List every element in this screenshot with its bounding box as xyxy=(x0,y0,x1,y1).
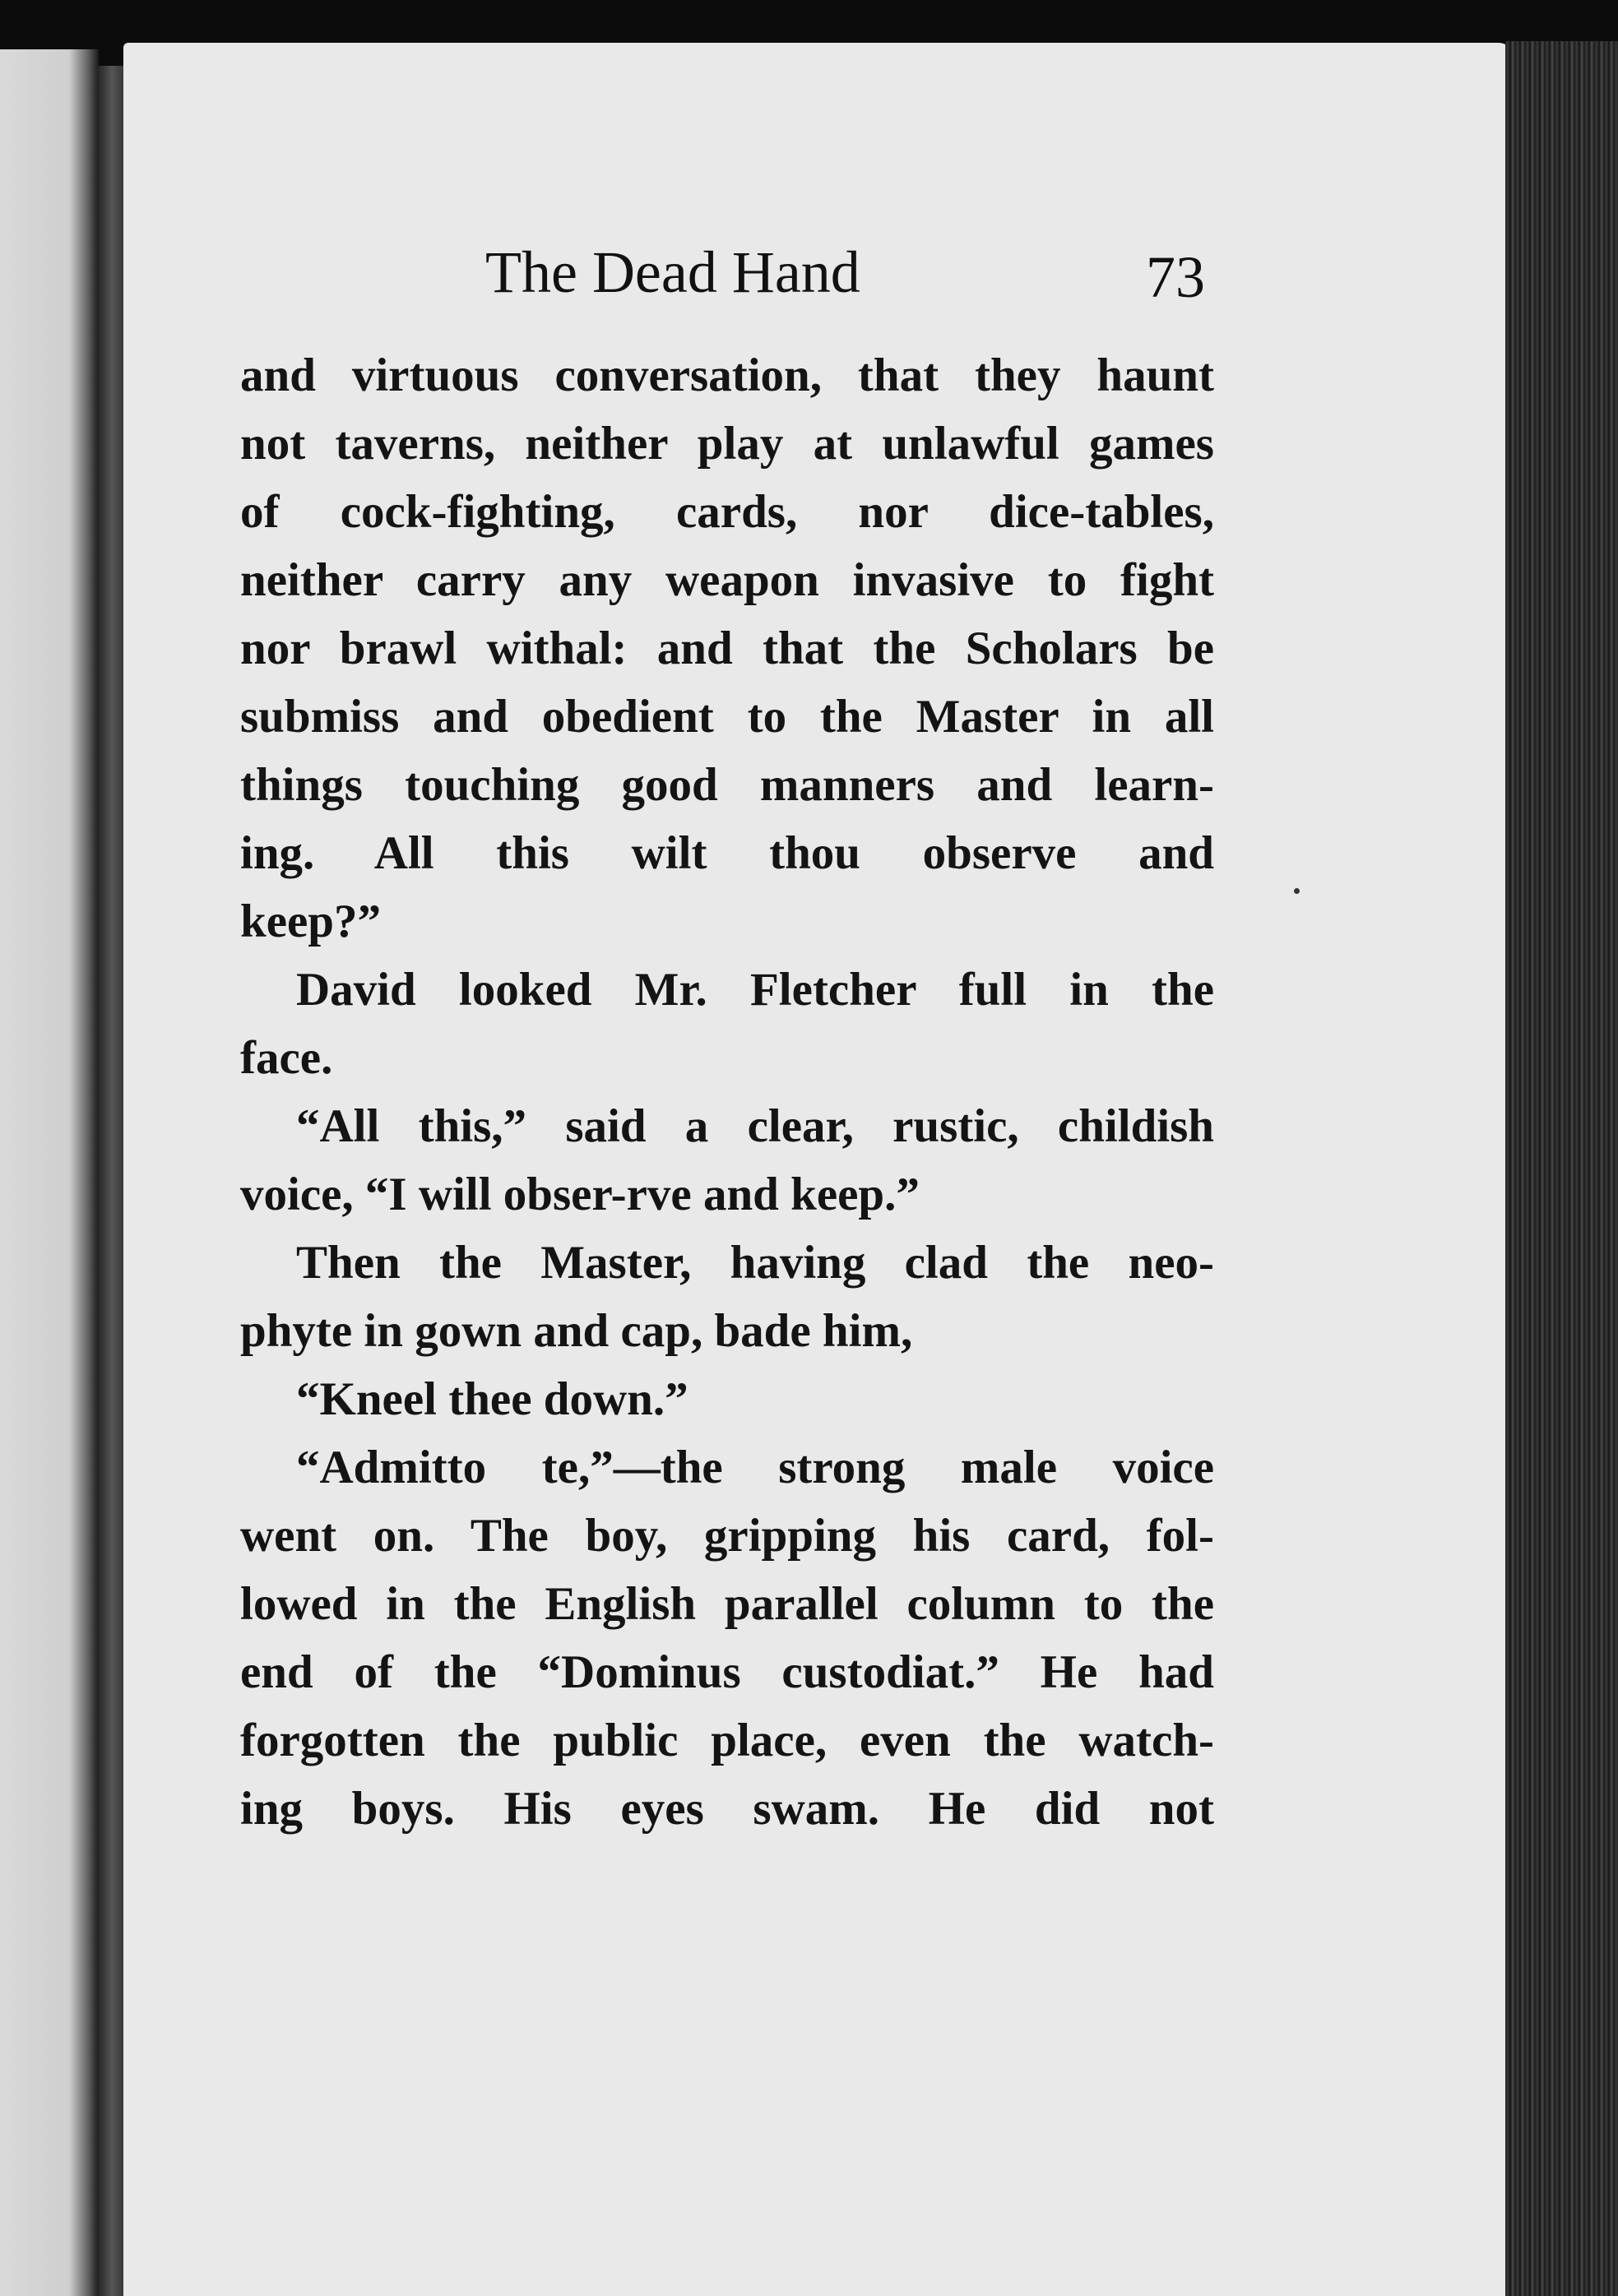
text-line: Then the Master, having clad the neo- xyxy=(296,1237,1214,1289)
text-line: face. xyxy=(240,1032,333,1084)
text-line: “Kneel thee down.” xyxy=(296,1373,688,1425)
text-line: and virtuous conversation, that they haunt xyxy=(240,349,1214,401)
text-line: “Admitto te,”—the strong male voice xyxy=(296,1442,1214,1493)
text-line: ing. All this wilt thou observe and xyxy=(240,827,1214,879)
text-line: ing boys. His eyes swam. He did not xyxy=(240,1783,1214,1835)
text-line: forgotten the public place, even the watch- xyxy=(240,1715,1214,1766)
text-line: lowed in the English parallel column to the xyxy=(240,1578,1214,1630)
page-number: 73 xyxy=(1146,244,1205,310)
text-line: voice, “I will obser-rve and keep.” xyxy=(240,1169,920,1220)
text-line: keep?” xyxy=(240,896,381,947)
text-line: “All this,” said a clear, rustic, childish xyxy=(296,1100,1214,1152)
text-line: neither carry any weapon invasive to fight xyxy=(240,554,1214,606)
text-line: not taverns, neither play at unlawful games xyxy=(240,418,1214,470)
body-text xyxy=(240,341,1214,1843)
text-line: submiss and obedient to the Master in all xyxy=(240,691,1214,743)
text-line: things touching good manners and learn- xyxy=(240,759,1214,811)
text-line: phyte in gown and cap, bade him, xyxy=(240,1305,913,1357)
text-line: nor brawl withal: and that the Scholars be xyxy=(240,623,1214,674)
facing-page-edge xyxy=(0,49,99,2296)
running-header xyxy=(485,238,1205,321)
text-line: end of the “Dominus custodiat.” He had xyxy=(240,1646,1214,1698)
text-line: went on. The boy, gripping his card, fol- xyxy=(240,1510,1214,1562)
text-line: David looked Mr. Fletcher full in the xyxy=(296,964,1214,1016)
text-line: of cock-fighting, cards, nor dice-tables, xyxy=(240,486,1214,538)
stray-ink-dot xyxy=(1294,888,1300,894)
running-title: The Dead Hand xyxy=(485,239,860,305)
page-stack-edge xyxy=(1505,41,1618,2296)
